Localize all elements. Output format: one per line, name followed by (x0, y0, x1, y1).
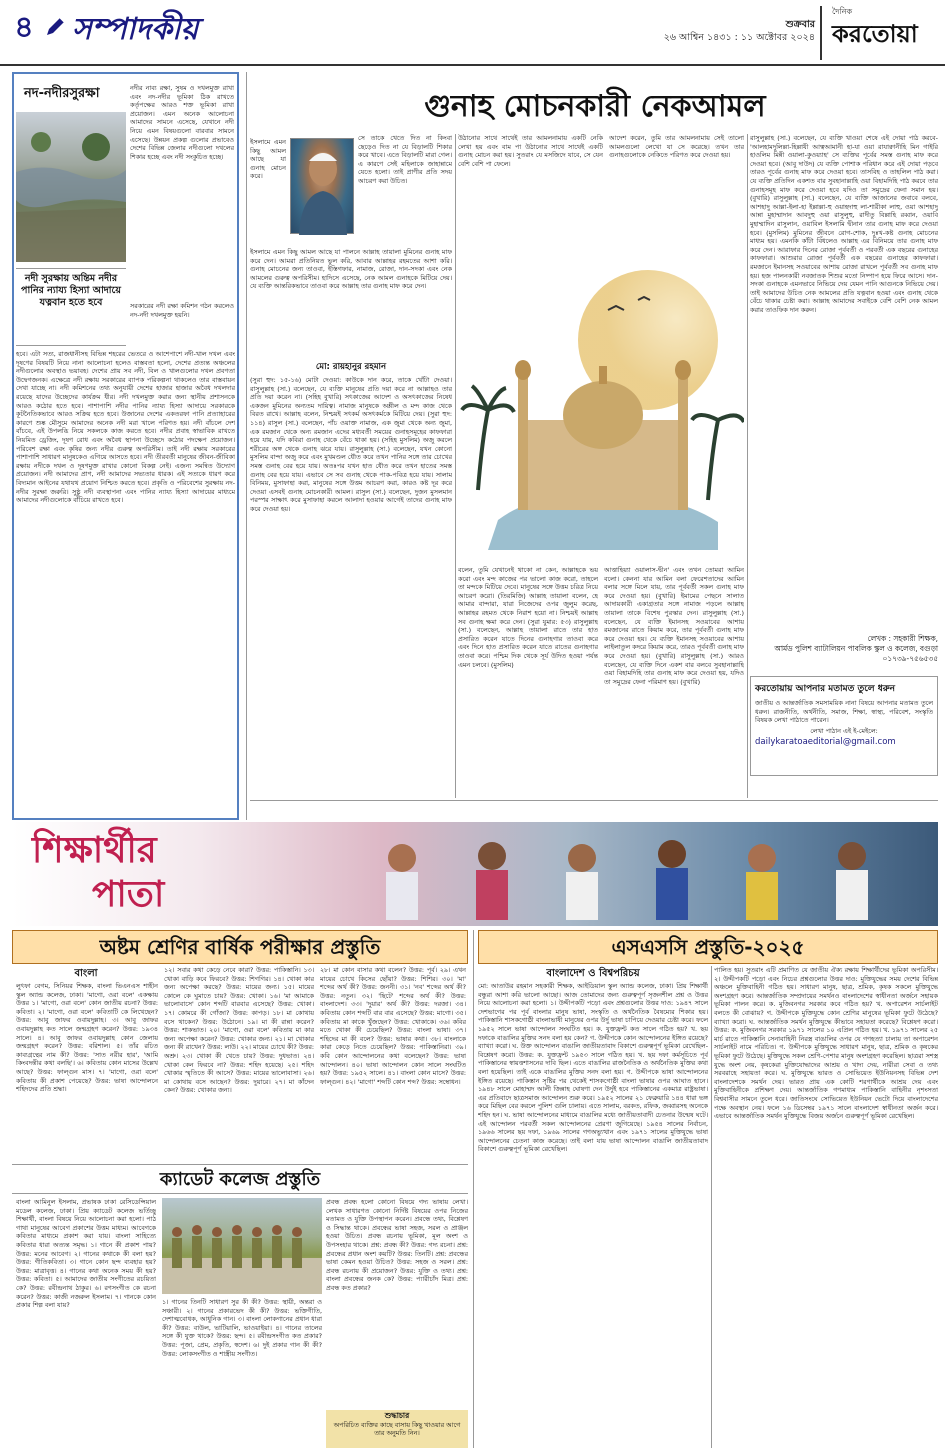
students-illustration (342, 828, 932, 920)
ssc-col-1: মো: আতাউর রহমান সহকারী শিক্ষক, আইডিয়াল স্কুল অ্যান্ড কলেজ, ঢাকা। প্রিয় শিক্ষার্থী বন্ধুরা আশা করি ভালো আছো। আজ তোমাদের জন্য গুরুত্বপূর্ণ সৃজনশীল প্রশ্ন ও উত্তর নিয়ে আলোচনা করা হলো। ১। উদ্দীপকটি পড়ো এবং প্রশ্নগুলোর উত্তর দাও: ১৯৪৭ সালে দেশভাগের পর পূর্ব বাংলার মানুষ ভাষা, সংস্কৃতি ও অর্থনৈতিক বৈষম্যের শিকার হয়। পাকিস্তানি শাসকগোষ্ঠী বাংলাভাষী মানুষের ওপর উর্দু ভাষা চাপিয়ে দেওয়ার চেষ্টা করে। ফলে ১৯৫২ সালে ভাষা আন্দোলন সংঘটিত হয়। ক. যুক্তফ্রন্ট কত সালে গঠিত হয়? খ. ছয় দফাকে বাঙালির মুক্তির সনদ বলা হয় কেন? গ. উদ্দীপকে কোন আন্দোলনের ইঙ্গিত রয়েছে? ব্যাখ্যা করো। ঘ. উক্ত আন্দোলন বাঙালি জাতীয়তাবাদ বিকাশে গুরুত্বপূর্ণ ভূমিকা রেখেছিল- বিশ্লেষণ করো। উত্তর: ক. যুক্তফ্রন্ট ১৯৫৩ সালে গঠিত হয়। খ. ছয় দফা কর্মসূচিতে পূর্ব পাকিস্তানের স্বায়ত্তশাসনের দাবি ছিল। এতে বাঙালির রাজনৈতিক ও অর্থনৈতিক মুক্তির কথা বলা হয়েছিল। তাই একে বাঙালির মুক্তির সনদ বলা হয়। গ. উদ্দীপকে ভাষা আন্দোলনের ইঙ্গিত রয়েছে। পাকিস্তান সৃষ্টির পর থেকেই শাসকগোষ্ঠী বাংলা ভাষার ওপর আঘাত হানে। ১৯৪৮ সালে মোহাম্মদ আলী জিন্নাহ ঘোষণা দেন উর্দুই হবে পাকিস্তানের একমাত্র রাষ্ট্রভাষা। এর প্রতিবাদে ছাত্রসমাজ আন্দোলন শুরু করে। ১৯৫২ সালের ২১ ফেব্রুয়ারি ১৪৪ ধারা ভঙ্গ করে মিছিল বের করলে পুলিশ গুলি চালায়। এতে সালাম, বরকত, রফিক, জব্বারসহ অনেকে শহিদ হন। ঘ. ভাষা আন্দোলনের মাধ্যমে বাঙালির মধ্যে জাতীয়তাবাদী চেতনার উন্মেষ ঘটে। এই আন্দোলন পরবর্তী সকল আন্দোলনের প্রেরণা জুগিয়েছে। ১৯৫৪ সালের নির্বাচন, ১৯৬৬ সালের ছয় দফা, ১৯৬৯ সালের গণঅভ্যুত্থান এবং ১৯৭১ সালের মুক্তিযুদ্ধে ভাষা আন্দোলনের চেতনা কাজ করেছে। তাই বলা যায় ভাষা আন্দোলন বাঙালি জাতীয়তাবাদ বিকাশে গুরুত্বপূর্ণ ভূমিকা রেখেছিল। (478, 982, 708, 1154)
article-col-a2: সে তাকে খেতে দিত না কিংবা ছেড়েও দিত না যে বিড়ালটি শিকার করে খাবে। এতে বিড়ালটি মারা গেল। এ কারণে সেই মহিলাকে জাহান্নামে যেতে হলো। তাই প্রাণীর প্রতি সদয় আচরণ করা উচিত। (358, 134, 452, 185)
cadet-parade-photo (162, 1198, 322, 1294)
masthead-name: করতোয়া (832, 19, 918, 48)
date-line: ২৬ আশ্বিন ১৪৩১ : ১১ অক্টোবর ২০২৪ (663, 32, 815, 43)
masthead (820, 6, 938, 60)
etiquette-text: অপরিচিত ব্যক্তির কাছে বাসায় কিছু খাওয়ার আগে তার অনুমতি নিন। (333, 1420, 461, 1438)
banner-title-line-1: শিক্ষার্থীর (32, 829, 157, 871)
class-eight-col-1: লুৎফা বেগম, সিনিয়র শিক্ষক, বাংলা ভিএনএস শাহীন স্কুল অ্যান্ড কলেজ, ঢাকা। 'মাগো, ওরা বলে' একক্ষায় উত্তর ১। 'মাগো, ওরা বলে' কোন জাতীয় রচনা? উত্তর: কবিতা। ২। 'মাগো, ওরা বলে' কবিতাটি কে লিখেছেন? উত্তর: আবু জাফর ওবায়দুল্লাহ। ৩। আবু জাফর ওবায়দুল্লাহ কত সালে জন্মগ্রহণ করেন? উত্তর: ১৯৩৪ সালে। ৪। আবু জাফর ওবায়দুল্লাহ কোন জেলায় জন্মগ্রহণ করেন? উত্তর: বরিশাল। ৫। তাঁর রচিত কাব্যগ্রন্থের নাম কী? উত্তর: 'সাত নরীর হার', 'আমি কিংবদন্তীর কথা বলছি'। ৬। কবিতায় কোন মাসের উল্লেখ আছে? উত্তর: ফাল্গুন মাস। ৭। 'মাগো, ওরা বলে' কবিতায় কী প্রকাশ পেয়েছে? উত্তর: ভাষা আন্দোলনে শহিদদের প্রতি শ্রদ্ধা। (16, 982, 158, 1094)
column-rule (473, 930, 474, 1448)
article-col-a-intro: ইসলামে এমন কিছু আমল আছে যা পালনে আল্লাহ তায়ালা মুমিনের গুনাহ মাফ করে দেন। আমরা প্রতিনিয়ত ভুল করি, আবার আল্লাহর রহমতের আশা করি। গুনাহ মোচনের জন্য তাওবা, ইস্তিগফার, নামাজ, রোজা, দান-সদকা এবং নেক আমলের গুরুত্ব অপরিসীম। হাদিসে এসেছে, নেক আমল গুনাহকে মিটিয়ে দেয়। যে ব্যক্তি আন্তরিকভাবে তাওবা করে আল্লাহ তার গুনাহ মাফ করে দেন। (250, 248, 452, 291)
opinion-call-title: করতোয়ায় আপনার মতামত তুলে ধরুন (755, 684, 896, 694)
article-col-b2: বলেন, তুমি যেখানেই থাকো না কেন, আল্লাহকে ভয় করো এবং মন্দ কাজের পর ভালো কাজ করো, তাহলে তা মন্দকে মিটিয়ে দেবে। মানুষের সঙ্গে উত্তম চরিত্র নিয়ে আচরণ করো। (তিরমিজি) আল্লাহ তায়ালা বলেন, হে আমার বান্দারা, যারা নিজেদের ওপর জুলুম করেছ, আল্লাহর রহমত থেকে নিরাশ হয়ো না। নিশ্চয়ই আল্লাহ সব গুনাহ ক্ষমা করে দেন। (সুরা যুমার: ৫৩) রাসুলুল্লাহ (সা.) বলেছেন, আল্লাহ তায়ালা রাতে তার হাত প্রসারিত করেন যাতে দিনের গুনাহগার তাওবা করে এবং দিনে হাত প্রসারিত করেন যাতে রাতের গুনাহগার তাওবা করে। পশ্চিম দিক থেকে সূর্য উদিত হওয়া পর্যন্ত এমন চলবে। (মুসলিম) (458, 566, 598, 669)
editorial-pull-quote: নদী সুরক্ষায় অন্তিম নদীর পানির ন্যায্য হিস্যা আদায়ে যত্নবান হতে হবে (16, 268, 126, 346)
article-byline: মো: রায়হানুর রহমান (315, 362, 387, 372)
column-rule (711, 966, 712, 1448)
article-col-a3: (সুরা হুদ: ১৫-১৬) মোটা দেওয়া: কাউকে দান করে, তাকে খোঁটা দেওয়া। রাসুলুল্লাহ (সা.) বলেছেন, যে ব্যক্তি মানুষের প্রতি দয়া করে না আল্লাহও তার প্রতি দয়া করেন না। (সহিহ বুখারি) সৎকাজের আদেশ ও অসৎকাজের নিষেধ একজন মুমিনের অন্যতম দায়িত্ব। নামাজ মানুষকে অশ্লীল ও মন্দ কাজ থেকে বিরত রাখে। আল্লাহ বলেন, নিশ্চয়ই সৎকর্ম অসৎকর্মকে মিটিয়ে দেয়। (সুরা হুদ: ১১৪) রাসুল (সা.) বলেছেন, পাঁচ ওয়াক্ত নামাজ, এক জুমা থেকে অন্য জুমা, এক রমজান থেকে অন্য রমজান এদের মধ্যবর্তী সময়ের গুনাহসমূহের কাফফারা হয়ে যায়, যদি কবিরা গুনাহ থেকে বেঁচে থাকা হয়। (সহিহ মুসলিম) অজু করলে শরীরের অঙ্গ থেকে গুনাহ ঝরে যায়। রাসুলুল্লাহ (সা.) বলেছেন, যখন কোনো মুসলিম বান্দা অজু করে এবং মুখমণ্ডল ধৌত করে তখন পানির সঙ্গে তার চোখের সমস্ত গুনাহ বের হয়ে যায়। অতঃপর যখন হাত ধৌত করে তখন হাতের সমস্ত গুনাহ বের হয়ে যায়। এভাবে সে সব গুনাহ থেকে পাক-পবিত্র হয়ে যায়। সালাম বিনিময়, মুসাফাহা করা, মানুষের সঙ্গে উত্তম আচরণ করা, কারও কষ্ট দূর করে দেওয়া এসবই গুনাহ মোচনকারী আমল। রাসুল (সা.) বলেছেন, দুজন মুসলমান পরস্পর সাক্ষাৎ করে মুসাফাহা করলে আলাদা হওয়ার আগেই তাদের গুনাহ মাফ করে দেওয়া হয়। (250, 376, 452, 513)
weekday: শুক্রবার (785, 19, 815, 30)
editorial-title: নদ-নদীরসুরক্ষা (24, 86, 100, 101)
river-illustration (16, 112, 126, 262)
opinion-call-text: জাতীয় ও আন্তর্জাতিক সমসাময়িক নানা বিষয়ে আপনার মতামত তুলে ধরুন। রাজনীতি, অর্থনীতি, সমাজ, শিক্ষা, স্বাস্থ্য, পরিবেশ, সংস্কৃতি বিষয়ক লেখা পাঠাতে পারেন। (755, 699, 933, 725)
cadet-college-title: ক্যাডেট কলেজ প্রস্তুতি (12, 1164, 468, 1194)
signature-line-2: আর্মড পুলিশ ব্যাটালিয়ন পাবলিক স্কুল ও কলেজ, বগুড়া (774, 644, 938, 653)
author-signature (750, 634, 938, 674)
section-logo: সম্পাদকীয় (72, 12, 199, 47)
author-portrait (291, 139, 355, 235)
article-headline: গুনাহ মোচনকারী নেকআমল (424, 89, 766, 124)
cadet-col-1: বাংলা আমিনুল ইসলাম, প্রভাষক ঢাকা রেসিডেন্সিয়াল মডেল কলেজ, ঢাকা। প্রিয় ক্যাডেট কলেজ ভর্তিচ্ছু শিক্ষার্থী, বাংলা বিষয়ে নিয়ে আলোচনা করা হলো। পাঠ গাথা মানুষের আবেগ প্রকাশের উত্তম মাধ্যম। আবেগকে কবিতার মাধ্যমে প্রকাশ করা যায়। বাংলা সাহিত্যে কবিতার ধারা অত্যন্ত সমৃদ্ধ। ১। গানে কী প্রকাশ পায়? উত্তর: মনের আবেগ। ২। গানের কথাকে কী বলা হয়? উত্তর: গীতিকবিতা। ৩। গানে কোন ছন্দ ব্যবহার হয়? উত্তর: মাত্রাবৃত্ত। ৪। গানের কথা অনেক সময় কী হয়? উত্তর: কবিতা। ৫। আমাদের জাতীয় সংগীতের রচয়িতা কে? উত্তর: রবীন্দ্রনাথ ঠাকুর। ৬। রণসংগীত কে রচনা করেন? উত্তর: কাজী নজরুল ইসলাম। ৭। গানকে কোন প্রকার শিল্প বলা যায়? (16, 1198, 156, 1310)
student-page-title (32, 828, 312, 920)
student-page-banner (12, 822, 938, 926)
bangla-subject-heading: বাংলা (74, 968, 98, 979)
class-eight-col-2: ১২। সবার কথা কেড়ে নেবে কারা? উত্তর: পাকিস্তানি। ১৩। খোকা বাড়ি কবে ফিরবে? উত্তর: শিগগির। ১৪। খোকা কার জন্য অপেক্ষা করছে? উত্তর: মায়ের জন্য। ১৫। মায়ের কোলে কে ঘুমাতে চায়? উত্তর: খোকা। ১৬। 'মা আমাকে ভালোবাসে' কোন শব্দটি বারবার এসেছে? উত্তর: খোকা। ১৭। কোমরে কী গোঁজা? উত্তর: কাপড়। ১৮। মা কোথায় বসে থাকেন? উত্তর: উঠোনে। ১৯। মা কী রান্না করেন? উত্তর: শাকভাত। ২০। 'মাগো, ওরা বলে' কবিতায় মা কার জন্য অপেক্ষা করেন? উত্তর: খোকার জন্য। ২১। মা খোকার জন্য কী রাখেন? উত্তর: লাউ। ২২। মায়ের চোখে কী? উত্তর: অশ্রু। ২৩। খোকা কী খেতে চায়? উত্তর: দুধভাত। ২৪। খোকা কেন ফিরবে না? উত্তর: শহিদ হয়েছে। ২৫। শহিদ খোকার স্মৃতিতে কী আসে? উত্তর: মায়ের ভালোবাসা। ২৬। মা কোথায় বসে আছেন? উত্তর: দুয়ারে। ২৭। মা কাঁদেন কেন? উত্তর: খোকার জন্য। (164, 966, 314, 1095)
article-col-c: আদেশ করেন, তুমি তার আমলনামায় সেই তালো আমলগুলো লেখো যা সে করেছে। তখন তার গুনাহগুলোকে নেকিতে পরিণত করে দেওয়া হয়। (609, 134, 744, 160)
column-rule (246, 72, 247, 820)
ssc-subject-heading: বাংলাদেশ ও বিশ্বপরিচয় (546, 968, 640, 979)
page-header (0, 0, 945, 66)
mosque-illustration (458, 250, 744, 562)
etiquette-title: শুদ্ধাচার (384, 1411, 410, 1420)
opinion-call-box (750, 676, 938, 776)
opinion-email-link[interactable]: dailykaratoaeditorial@gmail.com (755, 737, 896, 748)
editorial-column-top: নদীর নাব্য রক্ষা, সুষম ও দখলমুক্ত রাখা এবং নদ-নদীর ভূমিকা ঠিক রাখতে কর্তৃপক্ষের আরও শক্ত ভূমিকা রাখা প্রয়োজন। এমন অনেক আলোচনা আমাদের সামনে এসেছে, যেখানে নদী নিয়ে এমন বিষয়গুলো বারবার সামনে এসেছে। উন্নয়ন প্রকল্প গুলোর প্রভাবেও দেশের বিভিন্ন জেলার নদীগুলো দখলের শিকার হচ্ছে এবং নদী সংকুচিত হচ্ছে। (130, 84, 234, 161)
article-col-b: উঠানোর সাথে সাথেই তার আমলনামায় একটি নেকি লেখা হয় এবং বাম পা উঠানোর সাথে সাথেই একটি গুনাহ মোচন করা হয়। সুতরাং যে মসজিদে যাবে, সে যেন বেশি বেশি পা ফেলে। (458, 134, 603, 168)
page-number: ৪ (14, 10, 34, 45)
article-col-c2: আত্তাহিয়্যা ওয়ালাস-দ্বীন' এবং তখন তোমরা আমিন বলো। কেননা যার আমিন বলা ফেরেশতাদের আমিন বলার সঙ্গে মিলে যায়, তার পূর্ববর্তী সকল গুনাহ মাফ করে দেওয়া হয়। (বুখারি) ইমামের পেছনে সালাত আদায়কারী একাগ্রতার সঙ্গে নামাজ পড়লে আল্লাহ তায়ালা তাকে বিশেষ পুরস্কার দেন। রাসুলুল্লাহ (সা.) বলেছেন, যে ব্যক্তি ইমানসহ সওয়াবের আশায় রমজানের রাতে কিয়াম করে, তার পূর্ববর্তী গুনাহ মাফ করে দেওয়া হয়। যে ব্যক্তি ইমানসহ সওয়াবের আশায় লাইলাতুল কদরে কিয়াম করে, তারও পূর্ববর্তী গুনাহ মাফ করে দেওয়া হয়। (বুখারি) রাসুলুল্লাহ (সা.) আরও বলেছেন, যে ব্যক্তি দিনে একশ বার বলবে সুবহানাল্লাহি ওয়া বিহামদিহি তার গুনাহ মাফ করে দেওয়া হয়, যদিও তা সমুদ্রের ফেনা পরিমাণ হয়। (বুখারি) (604, 566, 744, 686)
ssc-title: এসএসসি প্রস্তুতি-২০২৫ (478, 930, 938, 964)
etiquette-box (326, 1410, 468, 1448)
banner-title-line-2: পাতা (92, 873, 165, 915)
cadet-col-3: প্রবন্ধ প্রবন্ধ হলো কোনো বিষয়ে গদ্য ভাষায় লেখা। লেখক সাধারণত কোনো নির্দিষ্ট বিষয়ের ওপর নিজের মতামত ও যুক্তি উপস্থাপন করেন। প্রবন্ধে তথ্য, বিশ্লেষণ ও সিদ্ধান্ত থাকে। প্রবন্ধের ভাষা সহজ, সরল ও প্রাঞ্জল হওয়া উচিত। প্রবন্ধ রচনায় ভূমিকা, মূল অংশ ও উপসংহার থাকে। প্রশ্ন: প্রবন্ধ কী? উত্তর: গদ্য রচনা। প্রশ্ন: প্রবন্ধের প্রধান অংশ কয়টি? উত্তর: তিনটি। প্রশ্ন: প্রবন্ধের ভাষা কেমন হওয়া উচিত? উত্তর: সহজ ও সরল। প্রশ্ন: প্রবন্ধ রচনায় কী প্রয়োজন? উত্তর: যুক্তি ও তথ্য। প্রশ্ন: বাংলা প্রবন্ধের জনক কে? উত্তর: প্যারীচাঁদ মিত্র। প্রশ্ন: প্রবন্ধ কত প্রকার? (326, 1198, 468, 1292)
editorial-body: হবে। এটা সত্য, রাজধানীসহ বিভিন্ন শহরের ভেতরে ও আশেপাশে নদী-খাল দখল এবং দূষণের বিষয়টি নিয়ে নানা আলোচনা হলেও বাস্তবতা হলো, দেশের প্রত্যন্ত অঞ্চলের নদীগুলোর অবস্থাও ভয়াবহ। দেশের প্রায় সব নদী, বিল ও খালগুলোর দখল প্রবণতা উদ্বেগজনক। এক্ষেত্রে নদী রক্ষায় সরকারের ব্যাপক পরিকল্পনা থাকলেও তার বাস্তবায়ন দেখা যাচ্ছে না। নদী কমিশনের তথ্য অনুযায়ী দেশের হাজার হাজার অবৈধ দখলদার রয়েছে যাদের উচ্ছেদের কার্যক্রম ধীর। নদী দখলমুক্ত করার জন্য স্থানীয় প্রশাসনকে আরও কঠোর হতে হবে। পাশাপাশি নদীর পানির ন্যায্য হিস্যা আদায়ে সরকারকে কূটনৈতিকভাবে আরও সক্রিয় হতে হবে। উজানের দেশের একতরফা পানি প্রত্যাহারের কারণে শুষ্ক মৌসুমে আমাদের অনেক নদী মরা খালে পরিণত হয়। নদী বাঁচলে দেশ বাঁচবে, এই উপলব্ধি নিয়ে সকলকে কাজ করতে হবে। নদীর প্রবাহ স্বাভাবিক রাখতে নিয়মিত ড্রেজিং, দূষণ রোধ এবং অবৈধ স্থাপনা উচ্ছেদে কঠোর পদক্ষেপ প্রয়োজন। পরিবেশ রক্ষা এবং কৃষির জন্য নদীর গুরুত্ব অপরিসীম। তাই নদী রক্ষায় সরকারের পাশাপাশি সাধারণ মানুষকেও এগিয়ে আসতে হবে। নদী তীরবর্তী মানুষের জীবন-জীবিকা রক্ষায় নদীকে দখল ও দূষণমুক্ত রাখার কোনো বিকল্প নেই। এজন্য সমন্বিত উদ্যোগ প্রয়োজন। নদী আমাদের প্রাণ, নদী আমাদের সভ্যতার ধারক। এই সত্যকে ধারণ করে বিদ্যমান আইনের যথাযথ প্রয়োগ নিশ্চিত করতে হবে। প্রকৃতি ও পরিবেশের সুরক্ষায় নদ-নদীর সুরক্ষা জরুরি। সুষ্ঠু নদী ব্যবস্থাপনা এবং পানির ন্যায্য হিস্যা আদায়ের মাধ্যমে আমাদের নদীগুলোকে বাঁচিয়ে রাখতে হবে। (16, 350, 235, 505)
date-box (590, 18, 815, 54)
cadet-parade-illustration (162, 1198, 322, 1294)
signature-line-1: লেখক : সহকারী শিক্ষক, (867, 634, 938, 643)
article-col-d: রাসুলুল্লাহ (সা.) বলেছেন, যে ব্যক্তি খাওয়া শেষে এই দোয়া পাঠ করবে-'আলহামদুলিল্লা-হিল্লাযী আত্বআমানী হা-যা ওয়া রাযাক্বানীহি মিন গাইরি হাওলিম মিন্নী ওয়ালা-কুওয়্যাহ' সে ব্যক্তির পূর্বের সমস্ত গুনাহ মাফ করে দেওয়া হবে। (আবু দাউদ) যে ব্যক্তি পোশাক পরিধান করে এই দোয়া পড়বে তারও পূর্বের গুনাহ মাফ করে দেওয়া হবে। তাসবিহ ও তাহলিল পাঠ করা। যে ব্যক্তি প্রতিদিন একশত বার সুবহানাল্লাহি ওয়া বিহামদিহি পাঠ করবে তার গুনাহসমূহ মাফ করে দেওয়া হবে যদিও তা সমুদ্রের ফেনা সমান হয়। (বুখারি) রাসুলুল্লাহ (সা.) বলেছেন, যে ব্যক্তি আজানের জবাবে বলবে, আশহাদু আল্লা-ইলা-হা ইল্লাল্লা-হু ওয়াহদাহু লা-শারীকা লাহু, ওয়া আশহাদু আন্না মুহাম্মাদান আবদুহু ওয়া রাসুলুহু, রাদীতু বিল্লাহি রব্বান, ওয়াবি মুহাম্মাদিন রাসুলান, ওয়াবিল ইসলামি দ্বীনান তার গুনাহ মাফ করে দেওয়া হবে। (মুসলিম) মুমিনের জীবনে রোগ-শোক, দুঃখ-কষ্ট গুনাহ মোচনের মাধ্যম হয়। এমনকি কাঁটা বিঁধলেও আল্লাহ এর বিনিময়ে তার গুনাহ মাফ করে দেন। আরাফার দিনের রোজা পূর্ববর্তী ও পরবর্তী এক বছরের গুনাহের কাফফারা। আশুরার রোজা পূর্ববর্তী এক বছরের গুনাহের কাফফারা। রমজানে ইমানসহ সওয়াবের আশায় রোজা রাখলে পূর্ববর্তী সব গুনাহ মাফ হয়। হজ পালনকারী নবজাতক শিশুর মতো নিষ্পাপ হয়ে ফিরে আসে। দান-সদকা গুনাহকে এমনভাবে নিভিয়ে দেয় যেমন পানি আগুনকে নিভিয়ে দেয়। তাই আমাদের উচিত নেক আমলের প্রতি যত্নবান হওয়া এবং গুনাহ থেকে বেঁচে থাকার চেষ্টা করা। আল্লাহ আমাদের সবাইকে বেশি বেশি নেক আমল করার তাওফিক দান করুন। (750, 134, 938, 314)
pen-icon (44, 14, 68, 38)
river-photo (16, 112, 126, 262)
editorial-column-mid: সরকারের নদী রক্ষা কমিশন গঠন করলেও নদ-নদী দখলমুক্ত হয়নি। (130, 302, 234, 319)
section-rule (250, 800, 938, 801)
article-col-a1: ইসলামে এমন কিছু আমল আছে যা গুনাহ মোচন করে। (250, 138, 286, 181)
author-photo (290, 138, 354, 234)
ssc-col-2: পালিত হয়। সুতরাং এটি প্রমাণিত যে জাতীয় ঐক্য রক্ষায় শিক্ষার্থীদের ভূমিকা অপরিসীম। ২। উদ্দীপকটি পড়ো এবং নিচের প্রশ্নগুলোর উত্তর দাও: মুক্তিযুদ্ধের সময় দেশের বিভিন্ন অঞ্চলে মুক্তিবাহিনী গঠিত হয়। সাধারণ মানুষ, ছাত্র, শ্রমিক, কৃষক সকলে মুক্তিযুদ্ধে অংশগ্রহণ করে। আন্তর্জাতিক সম্প্রদায়ের সমর্থনও বাংলাদেশের স্বাধীনতা অর্জনে সহায়ক ভূমিকা পালন করে। ক. মুজিবনগর সরকার কবে গঠিত হয়? খ. অপারেশন সার্চলাইট বলতে কী বোঝায়? গ. উদ্দীপকে মুক্তিযুদ্ধে কোন শ্রেণির মানুষের ভূমিকা ফুটে উঠেছে? ব্যাখ্যা করো। ঘ. আন্তর্জাতিক সমর্থন মুক্তিযুদ্ধে কীভাবে সহায়তা করেছে? বিশ্লেষণ করো। উত্তর: ক. মুজিবনগর সরকার ১৯৭১ সালের ১০ এপ্রিল গঠিত হয়। খ. ১৯৭১ সালের ২৫ মার্চ রাতে পাকিস্তানি সেনাবাহিনী নিরস্ত্র বাঙালির ওপর যে গণহত্যা চালায় তা অপারেশন সার্চলাইট নামে পরিচিত। গ. উদ্দীপকে মুক্তিযুদ্ধে সাধারণ মানুষ, ছাত্র, শ্রমিক ও কৃষকের ভূমিকা ফুটে উঠেছে। মুক্তিযুদ্ধে সকল শ্রেণি-পেশার মানুষ অংশগ্রহণ করেছিল। ছাত্ররা সশস্ত্র যুদ্ধে অংশ নেয়, কৃষকেরা মুক্তিযোদ্ধাদের আশ্রয় ও খাদ্য দেয়, নারীরা সেবা ও তথ্য সরবরাহে সহায়তা করে। ঘ. মুক্তিযুদ্ধে ভারত ও সোভিয়েত ইউনিয়নসহ বিভিন্ন দেশ বাংলাদেশকে সমর্থন দেয়। ভারত প্রায় এক কোটি শরণার্থীকে আশ্রয় দেয় এবং মুক্তিবাহিনীকে প্রশিক্ষণ দেয়। আন্তর্জাতিক গণমাধ্যম পাকিস্তানি বাহিনীর নৃশংসতা বিশ্ববাসীর সামনে তুলে ধরে। জাতিসংঘে সোভিয়েত ইউনিয়ন ভেটো দিয়ে বাংলাদেশের পক্ষে অবস্থান নেয়। ফলে ১৬ ডিসেম্বর ১৯৭১ সালে বাংলাদেশ স্বাধীনতা অর্জন করে। এভাবে আন্তর্জাতিক সমর্থন মুক্তিযুদ্ধে বিজয় অর্জনে গুরুত্বপূর্ণ ভূমিকা রেখেছিল। (714, 966, 938, 1121)
class-eight-col-3: ২৮। মা কোন বাসার কথা বলেন? উত্তর: পূর্ব। ২৯। এখন মায়ের চোখে কিসের ছোঁয়া? উত্তর: শিশির। ৩০। 'মা' শব্দের অর্থ কী? উত্তর: জননী। ৩১। 'নব' শব্দের অর্থ কী? উত্তর: নতুন। ৩২। 'ছিটে' শব্দের অর্থ কী? উত্তর: বাংলাদেশ। ৩৩। 'দুয়ার' অর্থ কী? উত্তর: দরজা। ৩৪। কবিতায় কোন শব্দটি বার বার এসেছে? উত্তর: মাগো। ৩৫। কবিতায় মা কাকে খুঁজছেন? উত্তর: খোকাকে। ৩৬। কবির মতে খোকা কী চেয়েছিল? উত্তর: বাংলা ভাষা। ৩৭। শহিদের মা কী বলে? উত্তর: ভাষার কথা। ৩৮। বাংলাকে কারা কেড়ে নিতে চেয়েছিল? উত্তর: পাকিস্তানিরা। ৩৯। কবি কোন আন্দোলনের কথা বলেছেন? উত্তর: ভাষা আন্দোলন। ৪০। ভাষা আন্দোলন কোন সালে সংঘটিত হয়? উত্তর: ১৯৫২ সালে। ৪১। বাংলা কোন মাসে? উত্তর: ফাল্গুন। ৪২। 'মাগো' শব্দটি কোন শব্দ? উত্তর: সম্বোধন। (320, 966, 466, 1086)
class-eight-title: অষ্টম শ্রেণির বার্ষিক পরীক্ষার প্রস্তুতি (12, 930, 468, 964)
signature-line-3: ০১৭৩৯-৭৫৬৫৩৫ (882, 654, 938, 663)
column-rule (747, 134, 748, 798)
cadet-col-2: ১। গানের তিনটি সাধারণ সুর কী কী? উত্তর: স্থায়ী, অন্তরা ও সঞ্চারী। ২। গানের প্রকারভেদ কী কী? উত্তর: ভক্তিগীতি, দেশাত্মবোধক, আধুনিক গান। ৩। বাংলা লোকগানের প্রধান ধারা কী? উত্তর: বাউল, ভাটিয়ালি, ভাওয়াইয়া। ৪। গানের তালের সঙ্গে কী যুক্ত থাকে? উত্তর: ছন্দ। ৫। রবীন্দ্রসংগীত কত প্রকার? উত্তর: পূজা, প্রেম, প্রকৃতি, স্বদেশ। ৬। দুই প্রকার গান কী কী? উত্তর: লোকসংগীত ও শাস্ত্রীয় সংগীত। (162, 1298, 322, 1358)
masthead-top: দৈনিক (832, 7, 853, 16)
opinion-email-label: লেখা পাঠান এই ই-মেইলে: (810, 726, 878, 735)
column-rule (455, 134, 456, 798)
